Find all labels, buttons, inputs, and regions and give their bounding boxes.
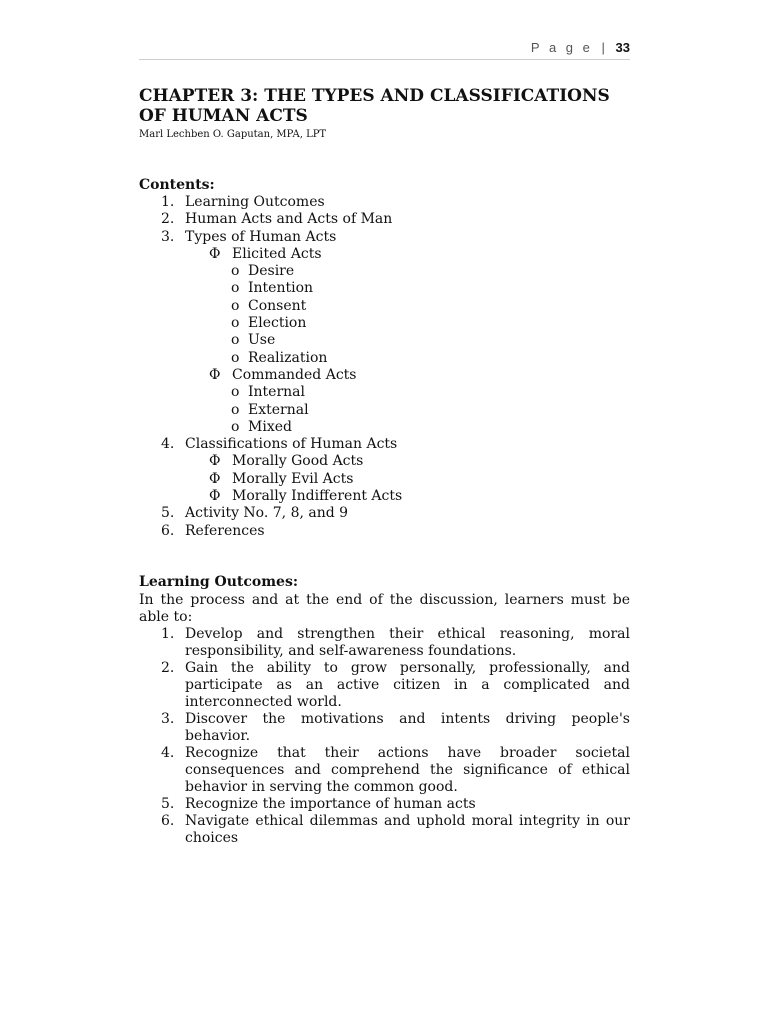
contents-item (139, 280, 630, 297)
contents-item (139, 436, 630, 453)
item-number: 1. (161, 194, 175, 210)
contents-item-text: Learning Outcomes (185, 194, 325, 210)
contents-item-text: Intention (248, 280, 314, 297)
contents-item (139, 211, 630, 228)
item-number: 4. (161, 436, 175, 453)
contents-item-text: Mixed (248, 418, 292, 435)
bullet-marker: o (231, 418, 240, 435)
outcome-text: Discover the motivations and intents driving people's behavior. (185, 710, 630, 744)
contents-item (139, 523, 630, 540)
contents-item-text: Commanded Acts (232, 366, 357, 383)
contents-item-text: Types of Human Acts (185, 228, 337, 245)
bullet-marker: o (231, 297, 240, 314)
outcome-number: 1. (161, 625, 175, 642)
contents-item-text: Activity No. 7, 8, and 9 (185, 505, 349, 522)
outcome-number: 4. (161, 744, 175, 761)
page-label: P a g e (530, 40, 593, 55)
contents-item (139, 332, 630, 349)
contents-item (139, 194, 630, 211)
contents-item (139, 263, 630, 280)
contents-item-text: Human Acts and Acts of Man (185, 211, 393, 228)
outcome-text: Recognize the importance of human acts (185, 795, 476, 812)
bullet-marker: Φ (209, 453, 221, 470)
outcome-number: 6. (161, 812, 175, 829)
contents-item-text: Elicited Acts (232, 245, 322, 262)
contents-item (139, 453, 630, 470)
bullet-marker: Φ (209, 470, 221, 487)
contents-item (139, 367, 630, 384)
contents-item-text: Morally Indifferent Acts (232, 488, 403, 505)
contents-section (139, 177, 630, 540)
contents-item-text: Realization (248, 349, 328, 366)
contents-item (139, 384, 630, 401)
outcome-number: 3. (161, 710, 175, 727)
bullet-marker: o (231, 315, 240, 332)
contents-item-text: Morally Good Acts (232, 453, 364, 470)
contents-item-text: Use (248, 332, 276, 349)
bullet-marker: o (231, 384, 240, 401)
outcome-item (139, 813, 630, 847)
contents-item-text: Morally Evil Acts (232, 470, 354, 487)
bullet-marker: o (231, 280, 240, 297)
contents-item (139, 350, 630, 367)
page-number: 33 (615, 40, 630, 55)
outcome-number: 5. (161, 795, 175, 812)
contents-item-text: References (185, 522, 265, 539)
contents-item (139, 246, 630, 263)
learning-outcomes-list (139, 626, 630, 847)
learning-outcomes-section (139, 574, 630, 847)
bullet-marker: Φ (209, 488, 221, 505)
item-number: 3. (161, 228, 175, 245)
item-number: 6. (161, 522, 175, 539)
contents-item (139, 315, 630, 332)
outcome-item (139, 796, 630, 813)
outcome-text: Navigate ethical dilemmas and uphold moral integrity in our choices (185, 812, 630, 846)
bullet-marker: Φ (209, 245, 221, 262)
page-separator: | (601, 40, 605, 55)
bullet-marker: o (231, 401, 240, 418)
contents-item (139, 471, 630, 488)
outcome-text: Gain the ability to grow personally, professionally, and participate as an active citizen in a complicated and interconnected world. (185, 659, 630, 710)
bullet-marker: Φ (209, 366, 221, 383)
outcome-item (139, 626, 630, 660)
outcome-number: 2. (161, 659, 175, 676)
item-number: 2. (161, 211, 175, 228)
contents-item (139, 505, 630, 522)
contents-item (139, 419, 630, 436)
document-body (139, 86, 630, 847)
chapter-title: CHAPTER 3: THE TYPES AND CLASSIFICATIONS OF HUMAN ACTS (139, 86, 610, 126)
contents-item-text: Classifications of Human Acts (185, 436, 398, 453)
outcome-item (139, 660, 630, 711)
contents-item-text: Internal (248, 384, 305, 401)
bullet-marker: o (231, 332, 240, 349)
author-line: Marl Lechben O. Gaputan, MPA, LPT (139, 129, 327, 140)
page-header (139, 40, 630, 60)
bullet-marker: o (231, 349, 240, 366)
contents-item-text: Consent (248, 297, 307, 314)
contents-item (139, 229, 630, 246)
contents-item (139, 402, 630, 419)
contents-item-text: External (248, 401, 309, 418)
outcome-item (139, 711, 630, 745)
learning-outcomes-heading: Learning Outcomes: (139, 573, 299, 590)
outcome-text: Develop and strengthen their ethical reasoning, moral responsibility, and self-awareness foundations. (185, 625, 630, 659)
contents-item (139, 298, 630, 315)
outcome-item (139, 745, 630, 796)
contents-list (139, 194, 630, 540)
learning-outcomes-intro: In the process and at the end of the discussion, learners must be able to: (139, 591, 630, 625)
item-number: 5. (161, 505, 175, 522)
bullet-marker: o (231, 263, 240, 280)
contents-item-text: Desire (248, 263, 295, 280)
contents-item-text: Election (248, 315, 307, 332)
contents-heading: Contents: (139, 177, 215, 193)
contents-item (139, 488, 630, 505)
outcome-text: Recognize that their actions have broader societal consequences and comprehend the significance of ethical behavior in serving the common good. (185, 744, 630, 795)
